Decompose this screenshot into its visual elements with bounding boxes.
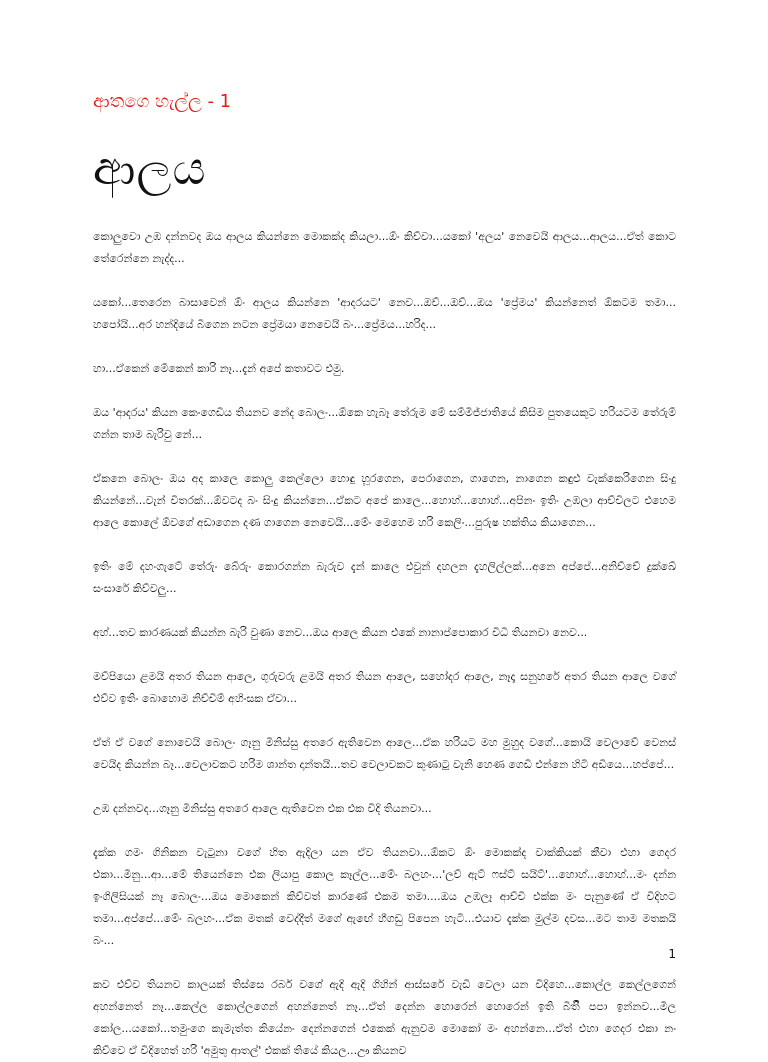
paragraph: ඉතිං මේ දහංගැටේ තේරුං බේරුං කොරගන්න බැරුව දැන් කාලෙ එවුන් දහලන දැහලිල්ලක්...අනෙ අප්පේ...අනිච්චේ දුක්ඛේ සංසාරේ කිව්වලු... — [93, 560, 676, 595]
paragraph: කොලුවො උඹ දන්නවද ඔය ආලය කියන්නෙ මොකක්ද කියලා...ඕං කිව්වා...යකෝ 'අලය' නෙවෙයි ආලය...ආලය...ඒත් කොට තේරෙන්නෙ නැද්ද... — [93, 230, 676, 265]
paragraph: යකෝ...තෙරෙන බාසාවෙන් ඕං ආලය කියන්නෙ 'ආදරයට' නෙව...ඔව්...ඔව්...ඔය 'ප්‍රේමය' කියන්නෙත් ඕකටම තමා... හපෝයි...අර හන්දියේ බීගෙන නටන ප්‍රේමයා නෙවෙයි බං...ප්‍රේමය...හරිද... — [93, 296, 676, 331]
paragraph: දැක්ක ගමං ගිනිකන වැටුනා වගේ හිත ඇදිලා යන ඒව තියනවා...ඕකට ඕං මොකක්ද වාක්කියක් කීවා එහා ගෙදර එකා...මීනු...ආ...මේ තියෙන්නෙ එක ලියාපු කොල කෑල්ල...මේං බලහං...'ලව් ඇට් ෆස්ට් සයිට්'...හොහ්...හොහ්...මං දන්න ඉංගිලිසියක් නෑ බොලං...ඔය මොකෙන් කිව්වත් කාරණේ එකම තමා....ඔය උඹලෑ ආච්චි එක්ක මං පැනුණේ ඒ විදිහට තමා...අප්පේ...මේං බලහං...ඒක මතක් වෙද්දීත් මගේ ඇඟේ හීගඩු පිපෙන හැටි...එයාව දැක්ක මුල්ම දවස...මට තාම මතකයි බං... — [93, 846, 676, 947]
document-title: ආලය — [93, 141, 207, 195]
paragraph: ඔය 'ආදරය' කියන කෙංගෙඩිය තියනව නේද බොලං...ඕකෙ හැබෑ තේරුම මේ සම්මිජ්ජාතියේ කිසිම පුතයෙකුට හරියටම තේරුම් ගන්න තාම බැරිවු නේ... — [93, 406, 676, 441]
page-number: 1 — [668, 947, 676, 961]
paragraph: මව්පියො ළමයි අතර තියන ආලෙ, ගුරුවරු ළමයි අතර තියන ආලෙ, සහෝදර ආලෙ, නෑදෑ සනුහරේ අතර තියන ආලෙ වගේ එව්ව ඉතිං බොහොම නිච්චිම් අහිංසක ඒවා... — [93, 670, 676, 705]
paragraph: ඒකනෙ බොලං ඔය අද කාලෙ කොලු කෙල්ලො හොඳු හූරගෙන, පෙරාගෙන, ගාගෙන, නාගෙන කඳුළු වැක්කෙරිගෙන සිංදු කියන්නේ...වැන් විතරක්...ඕවටද බං සිංදු කියන්නෙ...ඒකට අපේ කාලෙ...හොහ්...හොහ්...අපිනං ඉතිං උඹලා ආච්චිලට එහෙම ආලෙ කොලේ ඕවගේ අඩාගෙන දණ ගාගෙන නෙවෙයි...මේං මෙහෙම හරි කෙලිං...පුරුෂ හක්තිය කියාගෙන... — [93, 472, 676, 529]
paragraph: උඹ දන්නවද...ගෑනු මිනිස්සු අතරෙ ආලෙ ඇතිවෙන එක එක විදි තියනවා... — [93, 802, 432, 815]
paragraph: ඒත් ඒ වගේ නොවෙයි බොලං ගෑනු මිනිස්සු අතරෙ ඇතිවෙන ආලෙ...ඒක හරියට මහ මුහුද වගේ...කොයි වෙලාවේ වෙනස් වෙයිද කියන්න බෑ...වෙලාවකට හරිම ශාන්ත දාන්තයි...තව වෙලාවකට කුණාටු වැනි හෙණ ගෙඩි එන්නෙ හිටි අඩියෙ...හප්පේ... — [93, 736, 676, 771]
paragraph: හා...ඒකෙන් මේකෙන් කාරි නෑ...දැන් අපේ කතාවට එමු. — [93, 362, 345, 375]
paragraph: කව එව්ව තියනව කාලයක් තිස්සෙ රබර් වගේ ඇදි ඇදි ගිහින් ආස්සරේ වැඩි වෙලා යන විදිහෙ...කොල්ල කෙල්ලගෙන් අහන්නෙත් නෑ...කෙල්ල කොල්ලගෙන් අහන්නෙත් නෑ...ඒත් දෙන්න හොරෙන් හොරෙන් ඉති බිතිි පපා ඉන්නව...මිල කෝල...යකෝ...තමුංගෙ කැමැත්ත කියේනං දෙන්නගෙන් එකෙක් ඇනුවම මොකෝ මං අහන්නෙ...ඒත් එහා ගෙදර එකා නං කිව්වෙ ඒ විදිහෙත් හරි 'අමුතු ආතල්' එකක් තියේ කියල...ඌ කියනව — [93, 978, 676, 1057]
series-title: ආතගෙ හැල්ල - 1 — [93, 91, 232, 112]
paragraph: අහ්...තව කාරණයක් කියන්න බැරි වුණා නෙව...ඔය ආලෙ කියන එකේ නානාප්පොකාර විධි තියනවා නෙව... — [93, 626, 588, 639]
document-body — [93, 226, 676, 1062]
